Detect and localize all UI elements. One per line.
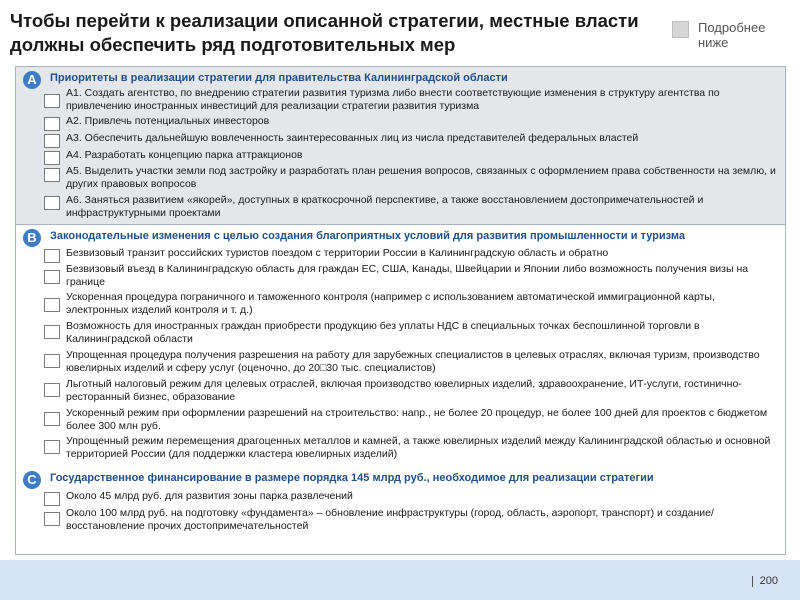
- section-a-marker: A: [23, 71, 41, 89]
- item-text: Упрощенный режим перемещения драгоценных металлов и камней, а также ювелирных изделий между Калининградской областью и основной территорией России (для поддержки кластера ювелирных изделий): [66, 435, 771, 460]
- section-b: [16, 227, 785, 462]
- item-text: Ускоренная процедура пограничного и таможенного контроля (например с использованием автоматической иммиграционной карты, электронных изделий контроля и т. д.): [66, 291, 715, 316]
- list-item: [16, 503, 785, 533]
- list-item: [16, 191, 785, 221]
- list-item: [16, 243, 785, 260]
- item-text: Около 45 млрд руб. для развития зоны парка развлечений: [66, 490, 353, 502]
- legend-swatch: [672, 21, 689, 38]
- item-text: А3. Обеспечить дальнейшую вовлеченность заинтересованных лиц из числа представителей федеральных властей: [66, 132, 639, 144]
- item-text: Ускоренный режим при оформлении разрешений на строительство: напр., не более 20 процедур, не более 100 дней для проектов с бюджетом более 300 млн руб.: [66, 407, 768, 432]
- more-details-label: Подробнее ниже: [698, 20, 766, 50]
- item-text: Безвизовый транзит российских туристов поездом с территории России в Калининградскую область и обратно: [66, 247, 609, 259]
- list-item: [16, 147, 785, 163]
- item-checkbox[interactable]: [44, 270, 60, 284]
- list-item: [16, 404, 785, 432]
- item-checkbox[interactable]: [44, 440, 60, 454]
- section-a-title: Приоритеты в реализации стратегии для правительства Калининградской области: [50, 72, 508, 84]
- item-checkbox[interactable]: [44, 325, 60, 339]
- item-text: Возможность для иностранных граждан приобрести продукцию без уплаты НДС в специальных точках беспошлинной торговли в Калининградской области: [66, 320, 700, 345]
- item-text: Упрощенная процедура получения разрешения на работу для зарубежных специалистов в целевых отраслях, включая туризм, производство ювелирных изделий и сферу услуг (оценочно, до 20□30 тыс. специалистов): [66, 349, 760, 374]
- list-item: [16, 130, 785, 147]
- list-item: [16, 375, 785, 404]
- item-text: А2. Привлечь потенциальных инвесторов: [66, 115, 270, 127]
- list-item: [16, 432, 785, 462]
- list-item: [16, 318, 785, 346]
- item-text: А6. Заняться развитием «якорей», доступных в краткосрочной перспективе, а также восстановлением достопримечательностей и инфраструктурными проектами: [66, 194, 704, 219]
- section-a: [16, 69, 785, 221]
- section-c-header: [16, 469, 785, 485]
- list-item: [16, 346, 785, 375]
- item-checkbox[interactable]: [44, 94, 60, 108]
- item-checkbox[interactable]: [44, 134, 60, 148]
- section-b-marker: B: [23, 229, 41, 247]
- footer-bar: [0, 560, 800, 600]
- list-item: [16, 290, 785, 318]
- list-item: [16, 113, 785, 130]
- section-b-header: [16, 227, 785, 243]
- content-panel: [15, 66, 786, 555]
- more-details-legend: [672, 20, 778, 50]
- item-checkbox[interactable]: [44, 196, 60, 210]
- page-number: 200: [752, 576, 778, 587]
- list-item: [16, 260, 785, 290]
- item-text: Льготный налоговый режим для целевых отраслей, включая производство ювелирных изделий, здравоохранение, ИТ-услуги, гостинично-ресторанный бизнес, образование: [66, 378, 742, 403]
- page-title: Чтобы перейти к реализации описанной стратегии, местные власти должны обеспечить ряд подготовительных мер: [10, 10, 639, 55]
- section-c-marker: C: [23, 471, 41, 489]
- item-checkbox[interactable]: [44, 412, 60, 426]
- list-item: [16, 485, 785, 503]
- item-text: А4. Разработать концепцию парка аттракционов: [66, 149, 303, 161]
- item-text: А1. Создать агентство, по внедрению стратегии развития туризма либо внести соответствующие изменения в структуру агентства по привлечению иностранных инвестиций для реализации стратегии развития туризма: [66, 87, 720, 112]
- section-a-header: [16, 69, 785, 85]
- item-checkbox[interactable]: [44, 117, 60, 131]
- item-checkbox[interactable]: [44, 512, 60, 526]
- item-checkbox[interactable]: [44, 383, 60, 397]
- item-text: Безвизовый въезд в Калининградскую область для граждан ЕС, США, Канады, Швейцарии и Японии либо возможность получения визы на границе: [66, 263, 749, 288]
- item-checkbox[interactable]: [44, 354, 60, 368]
- item-text: А5. Выделить участки земли под застройку и разработать план решения вопросов, связанных с оформлением права собственности на землю, и других правовых вопросов: [66, 165, 776, 190]
- section-b-title: Законодательные изменения с целью создания благоприятных условий для развития промышленности и туризма: [50, 230, 685, 242]
- section-c: [16, 469, 785, 533]
- item-text: Около 100 млрд руб. на подготовку «фундамента» – обновление инфраструктуры (город, область, аэропорт, транспорт) и создание/восстановление прочих достопримечательностей: [66, 507, 714, 532]
- item-checkbox[interactable]: [44, 298, 60, 312]
- list-item: [16, 163, 785, 191]
- item-checkbox[interactable]: [44, 168, 60, 182]
- list-item: [16, 85, 785, 113]
- section-c-title: Государственное финансирование в размере порядка 145 млрд руб., необходимое для реализации стратегии: [50, 472, 654, 484]
